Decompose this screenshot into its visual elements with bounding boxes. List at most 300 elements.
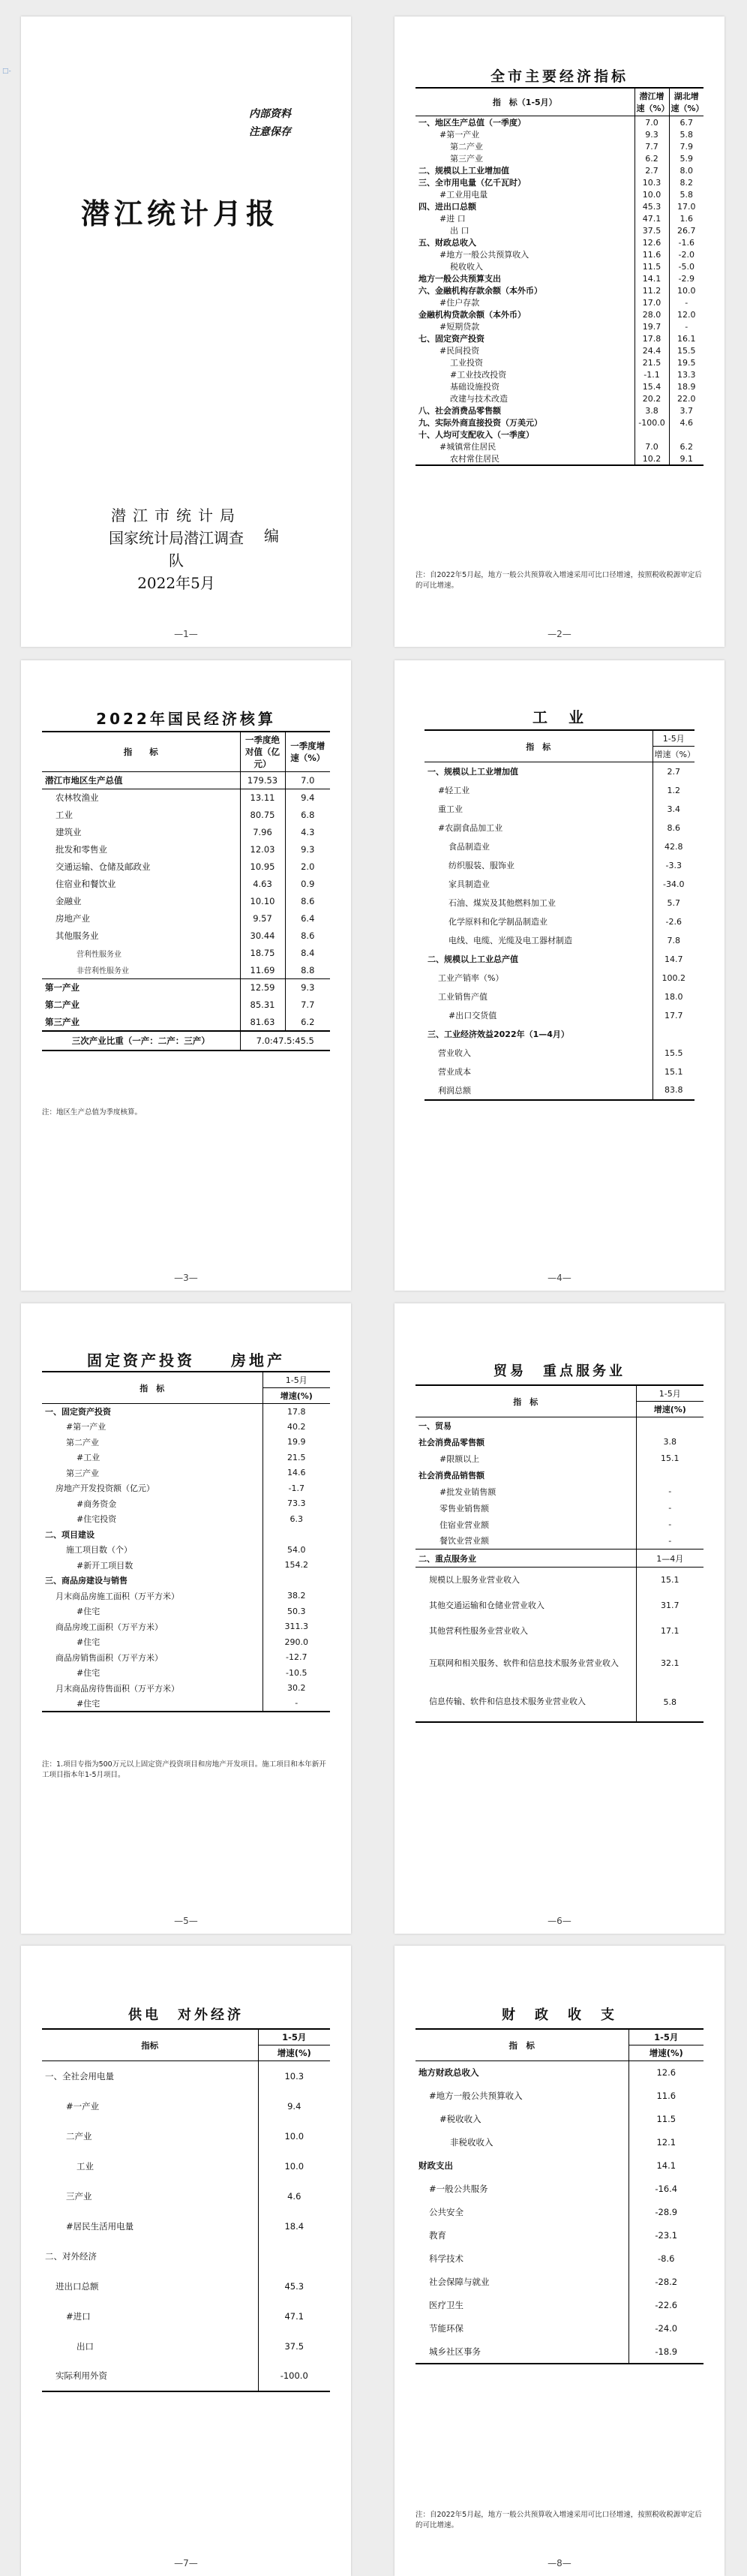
table-row [416, 1467, 704, 1483]
row-value: 9.3 [285, 841, 330, 858]
table-row [416, 2224, 704, 2247]
page-number: —3— [174, 1273, 198, 1283]
table-row [42, 2181, 330, 2211]
row-label: #城镇常住居民 [440, 442, 496, 452]
row-value: -2.6 [652, 912, 694, 931]
table-row [424, 875, 694, 894]
table-row [416, 392, 704, 404]
row-value: 47.1 [258, 2301, 330, 2331]
row-label: 餐饮业营业额 [440, 1536, 489, 1547]
table-row [424, 819, 694, 837]
table-row [42, 1573, 330, 1589]
industry-table [424, 729, 694, 1101]
table-row [416, 1619, 704, 1644]
row-value: -1.1 [634, 368, 669, 380]
row-label: 二、项目建设 [45, 1529, 94, 1540]
row-label: 批发和零售业 [56, 844, 107, 855]
table-row [416, 128, 704, 140]
row-value: 11.2 [634, 284, 669, 296]
col-hubei: 湖北增速（%） [669, 88, 704, 116]
row-label: 工业产销率（%） [438, 973, 504, 983]
row-label: 社会消费品零售额 [418, 1437, 484, 1447]
row-value: 21.5 [262, 1450, 330, 1465]
table-row [424, 912, 694, 931]
row-label: 营利性服务业 [76, 950, 122, 959]
row-label: #住宅投资 [76, 1514, 117, 1525]
row-value: 15.4 [634, 380, 669, 392]
row-value: 7.8 [652, 931, 694, 950]
row-label: 一、规模以上工业增加值 [428, 767, 518, 777]
table-row [42, 1589, 330, 1604]
row-value: 3.4 [652, 800, 694, 819]
row-label: #第一产业 [440, 130, 480, 140]
table-row [416, 1644, 704, 1683]
row-label: #一般公共服务 [429, 2184, 488, 2194]
page-number: —8— [548, 2558, 572, 2568]
table-row [416, 1450, 704, 1467]
row-label: 家具制造业 [448, 879, 490, 889]
table-row [416, 2317, 704, 2340]
row-label: #工业技改投资 [450, 370, 507, 380]
page-gdp [21, 660, 351, 1291]
page-note: 注：自2022年5月起，地方一般公共预算收入增速采用可比口径增速，按照税收税源审定后的可比增速。 [416, 571, 702, 590]
row-label: 城乡社区事务 [429, 2346, 481, 2357]
row-value [636, 1417, 704, 1434]
row-value: 3.8 [634, 404, 669, 416]
page-number: —2— [548, 629, 572, 639]
table-row [42, 996, 330, 1014]
cover-edit: 编 [264, 527, 279, 545]
table-row [42, 1496, 330, 1512]
row-value: 85.31 [240, 996, 285, 1014]
row-value: 8.6 [652, 819, 694, 837]
table-row [42, 1650, 330, 1666]
row-label: 住宿业营业额 [440, 1519, 489, 1530]
table-row [424, 987, 694, 1006]
section-period: 1—4月 [636, 1550, 704, 1568]
row-value: 14.6 [262, 1465, 330, 1481]
row-value: 2.7 [634, 164, 669, 176]
row-label: 实际利用外资 [56, 2370, 107, 2381]
row-value: 13.3 [669, 368, 704, 380]
page-fiscal [394, 1946, 724, 2576]
row-label: 四、进出口总额 [418, 202, 476, 212]
row-label: #进口 [66, 2310, 91, 2322]
row-label: 地方财政总收入 [418, 2067, 479, 2079]
row-value: 54.0 [262, 1542, 330, 1558]
table-row [42, 1634, 330, 1650]
table-row [42, 1527, 330, 1543]
row-label: #农副食品加工业 [438, 823, 503, 833]
row-value: 7.7 [285, 996, 330, 1014]
table-row [42, 807, 330, 824]
row-label: 房地产开发投资额（亿元） [56, 1483, 154, 1494]
row-label: #新开工项目数 [76, 1560, 134, 1571]
row-value: 311.3 [262, 1619, 330, 1635]
table-row [416, 2294, 704, 2317]
page-title: 全市主要经济指标 [490, 68, 628, 85]
table-row [42, 1604, 330, 1619]
table-row [424, 800, 694, 819]
row-value: 100.2 [652, 969, 694, 987]
table-row [42, 1542, 330, 1558]
table-row [416, 260, 704, 272]
power-table [42, 2028, 330, 2392]
table-row [416, 296, 704, 308]
row-value: 15.5 [669, 344, 704, 356]
table-row [42, 2331, 330, 2361]
row-value [262, 1527, 330, 1543]
row-value: 7.0 [285, 772, 330, 789]
page-title: 供电 对外经济 [128, 2007, 244, 2023]
cover-marks [249, 105, 291, 141]
table-row [416, 2178, 704, 2201]
row-value: 16.1 [669, 332, 704, 344]
row-value: -23.1 [628, 2224, 704, 2247]
row-value: 7.0 [634, 116, 669, 129]
row-value: 17.8 [634, 332, 669, 344]
row-label: #地方一般公共预算收入 [429, 2091, 523, 2101]
table-row [416, 1516, 704, 1533]
cover-org [105, 504, 248, 594]
row-label: 节能环保 [429, 2323, 464, 2334]
col-growth: 增速(%) [628, 2045, 704, 2061]
table-row [42, 910, 330, 927]
row-label: 改建与技术改造 [450, 394, 508, 404]
row-label: 二、对外经济 [45, 2250, 97, 2262]
row-value: 8.2 [669, 176, 704, 188]
row-value: 22.0 [669, 392, 704, 404]
table-row [416, 2131, 704, 2154]
row-label: 一、贸易 [418, 1420, 452, 1431]
row-value: 13.11 [240, 789, 285, 807]
table-row [416, 1434, 704, 1450]
row-value: 32.1 [636, 1644, 704, 1683]
table-row [416, 452, 704, 465]
row-value: 17.1 [636, 1619, 704, 1644]
row-value: 5.8 [669, 188, 704, 200]
row-label: 十、人均可支配收入（一季度） [418, 430, 534, 440]
row-value: 3.7 [669, 404, 704, 416]
page-note: 注：自2022年5月起，地方一般公共预算收入增速采用可比口径增速，按照税收税源审定后的可比增速。 [416, 2511, 702, 2529]
row-label: 金融机构贷款余额（本外币） [418, 310, 526, 320]
row-label: 三、工业经济效益2022年（1—4月） [428, 1029, 569, 1039]
row-value: 7.7 [634, 140, 669, 152]
row-label: 医疗卫生 [429, 2300, 464, 2310]
row-value: 6.4 [285, 910, 330, 927]
table-row [416, 152, 704, 164]
row-value: 24.4 [634, 344, 669, 356]
table-row [416, 2154, 704, 2178]
table-row [416, 356, 704, 368]
row-value: 6.8 [285, 807, 330, 824]
row-value: 50.3 [262, 1604, 330, 1619]
row-label: 规模以上服务业营业收入 [429, 1574, 520, 1585]
table-row [416, 164, 704, 176]
row-label: 五、财政总收入 [418, 238, 476, 248]
table-row [424, 969, 694, 987]
row-label: 二、规模以上工业增加值 [418, 166, 509, 176]
row-label: 公共安全 [429, 2207, 464, 2217]
row-label: 一、固定资产投资 [45, 1407, 111, 1417]
row-value: 7.96 [240, 824, 285, 841]
row-value: 6.7 [669, 116, 704, 129]
row-label: #进 口 [440, 214, 466, 224]
table-row [42, 858, 330, 876]
row-value: 8.0 [669, 164, 704, 176]
row-value: 18.4 [258, 2211, 330, 2241]
cover-org-team: 国家统计局潜江调查队 [109, 529, 244, 570]
row-label: 二、规模以上工业总产值 [428, 954, 518, 964]
row-value: 37.5 [634, 224, 669, 236]
page-number: —5— [174, 1916, 198, 1926]
table-row [42, 2241, 330, 2271]
row-label: #民间投资 [440, 346, 480, 356]
table-row [42, 1465, 330, 1481]
col-growth: 增速(%) [258, 2045, 330, 2061]
table-row [42, 927, 330, 945]
row-value: 31.7 [636, 1593, 704, 1619]
table-row [42, 979, 330, 996]
row-label: 第三产业 [66, 1468, 99, 1478]
row-label: 九、实际外商直接投资（万美元） [418, 418, 542, 428]
table-row [416, 428, 704, 440]
table-row [424, 1006, 694, 1025]
row-label: 潜江市地区生产总值 [45, 775, 123, 786]
table-row [42, 2271, 330, 2301]
table-row [416, 272, 704, 284]
row-value: 14.1 [634, 272, 669, 284]
trade-table [416, 1384, 704, 1723]
row-label: #出口交货值 [448, 1011, 497, 1020]
row-label: 商品房竣工面积（万平方米） [56, 1622, 163, 1632]
row-value: -18.9 [628, 2340, 704, 2364]
page-note: 注：1.项目专指为500万元以上固定资产投资项目和房地产开发项目。施工项目和本年新开工项目指本年1-5月项目。 [42, 1760, 326, 1779]
row-value: -22.6 [628, 2294, 704, 2317]
row-value: -2.0 [669, 248, 704, 260]
table-row [42, 2091, 330, 2121]
page-cover [21, 17, 351, 647]
col-growth: 增速（%） [652, 747, 694, 762]
table-row [42, 2121, 330, 2151]
table-row [424, 1063, 694, 1081]
row-value [634, 428, 669, 440]
row-value: 42.8 [652, 837, 694, 856]
row-value: 10.3 [258, 2061, 330, 2091]
col-indicator: 指标 [42, 2029, 258, 2061]
row-value: 45.3 [258, 2271, 330, 2301]
row-label: 食品制造业 [448, 842, 490, 852]
row-value: 12.0 [669, 308, 704, 320]
table-row [416, 308, 704, 320]
page-title: 固定资产投资 房地产 [87, 1351, 285, 1369]
table-row [424, 837, 694, 856]
row-value: -12.7 [262, 1650, 330, 1666]
row-value: 7.0 [634, 440, 669, 452]
col-period: 1-5月 [636, 1385, 704, 1402]
table-row [42, 772, 330, 789]
row-value: 10.0 [634, 188, 669, 200]
page-number: —4— [548, 1273, 572, 1283]
row-value: 15.1 [652, 1063, 694, 1081]
row-label: 出口 [76, 2340, 94, 2352]
row-label: 税收收入 [450, 262, 483, 272]
page-title: 贸易 重点服务业 [494, 1363, 626, 1379]
row-value: 6.2 [669, 440, 704, 452]
row-label: 出 口 [450, 226, 470, 236]
row-value: 12.1 [628, 2131, 704, 2154]
ratio-label: 三次产业比重（一产：二产：三产） [71, 1035, 210, 1046]
row-value: 9.3 [634, 128, 669, 140]
table-row [42, 876, 330, 893]
row-value: 83.8 [652, 1081, 694, 1100]
row-label: 三、商品房建设与销售 [45, 1576, 128, 1586]
row-value: 30.44 [240, 927, 285, 945]
row-label: #住宅 [76, 1607, 100, 1617]
row-label: #一产业 [66, 2100, 100, 2112]
row-value: 45.3 [634, 200, 669, 212]
row-value: 0.9 [285, 876, 330, 893]
row-value: 17.8 [262, 1404, 330, 1420]
page-title: 工 业 [532, 708, 586, 726]
row-value: - [669, 320, 704, 332]
table-row [42, 2361, 330, 2391]
page-industry [394, 660, 724, 1291]
fiscal-table [416, 2028, 704, 2364]
row-label: 六、金融机构存款余额（本外币） [418, 286, 542, 296]
row-value: 5.8 [669, 128, 704, 140]
row-value: -28.9 [628, 2201, 704, 2224]
table-row [416, 1568, 704, 1593]
row-label: 非税收收入 [450, 2137, 494, 2148]
row-value: 17.0 [669, 200, 704, 212]
row-value: 14.1 [628, 2154, 704, 2178]
page-title: 2022年国民经济核算 [96, 710, 276, 728]
row-value: - [636, 1483, 704, 1500]
table-row [42, 824, 330, 841]
cover-mark-keep: 注意保存 [249, 126, 291, 138]
page-note: 注：地区生产总值为季度核算。 [42, 1108, 142, 1117]
row-value: 26.7 [669, 224, 704, 236]
row-label: 其他营利性服务业营业收入 [429, 1625, 528, 1636]
table-row [416, 176, 704, 188]
row-value: 8.6 [285, 893, 330, 910]
table-row [42, 2211, 330, 2241]
row-value: 11.69 [240, 962, 285, 979]
row-label: 非营利性服务业 [76, 967, 129, 976]
table-row [416, 2247, 704, 2271]
row-label: 农村常住居民 [450, 454, 500, 464]
page-power [21, 1946, 351, 2576]
row-label: 第三产业 [45, 1016, 80, 1027]
row-value: 11.5 [628, 2108, 704, 2131]
row-value: -16.4 [628, 2178, 704, 2201]
row-value: - [669, 296, 704, 308]
table-row [416, 1417, 704, 1434]
row-value: 2.0 [285, 858, 330, 876]
row-value: 80.75 [240, 807, 285, 824]
table-row [416, 284, 704, 296]
row-value: 11.6 [634, 248, 669, 260]
row-value: 73.3 [262, 1496, 330, 1512]
row-value: 40.2 [262, 1419, 330, 1435]
row-value: 11.5 [634, 260, 669, 272]
row-value: 19.5 [669, 356, 704, 368]
table-row [416, 224, 704, 236]
row-label: #第一产业 [66, 1422, 106, 1432]
row-value: - [262, 1696, 330, 1712]
table-row [42, 1511, 330, 1527]
page-main-indicators [394, 17, 724, 647]
row-value: -1.6 [669, 236, 704, 248]
row-value: 154.2 [262, 1558, 330, 1574]
row-value: -2.9 [669, 272, 704, 284]
table-row [416, 1483, 704, 1500]
table-row [416, 116, 704, 129]
col-indicator: 指 标 [42, 1372, 262, 1404]
table-row [424, 781, 694, 800]
row-label: 利润总额 [438, 1085, 471, 1096]
table-row [416, 380, 704, 392]
table-row [42, 945, 330, 962]
row-value: 6.2 [285, 1014, 330, 1031]
table-row [416, 344, 704, 356]
row-value: 4.3 [285, 824, 330, 841]
col-indicator: 指 标 [42, 732, 240, 772]
gdp-table [42, 731, 330, 1051]
table-row [42, 1404, 330, 1420]
row-label: 七、固定资产投资 [418, 334, 484, 344]
row-value: - [636, 1533, 704, 1550]
row-value: 5.9 [669, 152, 704, 164]
page-title: 财 政 收 支 [502, 2007, 617, 2023]
col-indicator: 指 标 [424, 730, 652, 762]
row-value: 14.7 [652, 950, 694, 969]
row-label: 工业 [76, 2160, 94, 2172]
row-label: 石油、煤炭及其他燃料加工业 [448, 898, 556, 908]
table-row [416, 2340, 704, 2364]
row-value: 10.0 [258, 2151, 330, 2181]
table-row [42, 1450, 330, 1465]
row-label: 工业 [56, 810, 73, 820]
table-row [42, 2151, 330, 2181]
row-value: 15.1 [636, 1450, 704, 1467]
row-label: 建筑业 [56, 827, 82, 837]
cover-mark-internal: 内部资料 [249, 108, 291, 120]
cover-date: 2022年5月 [137, 574, 215, 592]
row-value: 4.63 [240, 876, 285, 893]
row-value: -5.0 [669, 260, 704, 272]
row-value: 21.5 [634, 356, 669, 368]
table-row [42, 1419, 330, 1435]
table-row [416, 2061, 704, 2085]
page-number: —6— [548, 1916, 572, 1926]
row-value: 10.3 [634, 176, 669, 188]
row-label: #工业用电量 [440, 190, 488, 200]
row-value: 28.0 [634, 308, 669, 320]
row-label: 月末商品房待售面积（万平方米） [56, 1683, 179, 1694]
table-row [416, 2271, 704, 2294]
row-value: 8.6 [285, 927, 330, 945]
row-label: #批发业销售额 [440, 1486, 496, 1497]
row-value: 10.0 [669, 284, 704, 296]
row-value: 3.8 [636, 1434, 704, 1450]
table-row [424, 856, 694, 875]
row-label: 金融业 [56, 896, 82, 906]
row-value: 9.4 [285, 789, 330, 807]
row-value: -100.0 [634, 416, 669, 428]
row-label: 农林牧渔业 [56, 792, 99, 804]
